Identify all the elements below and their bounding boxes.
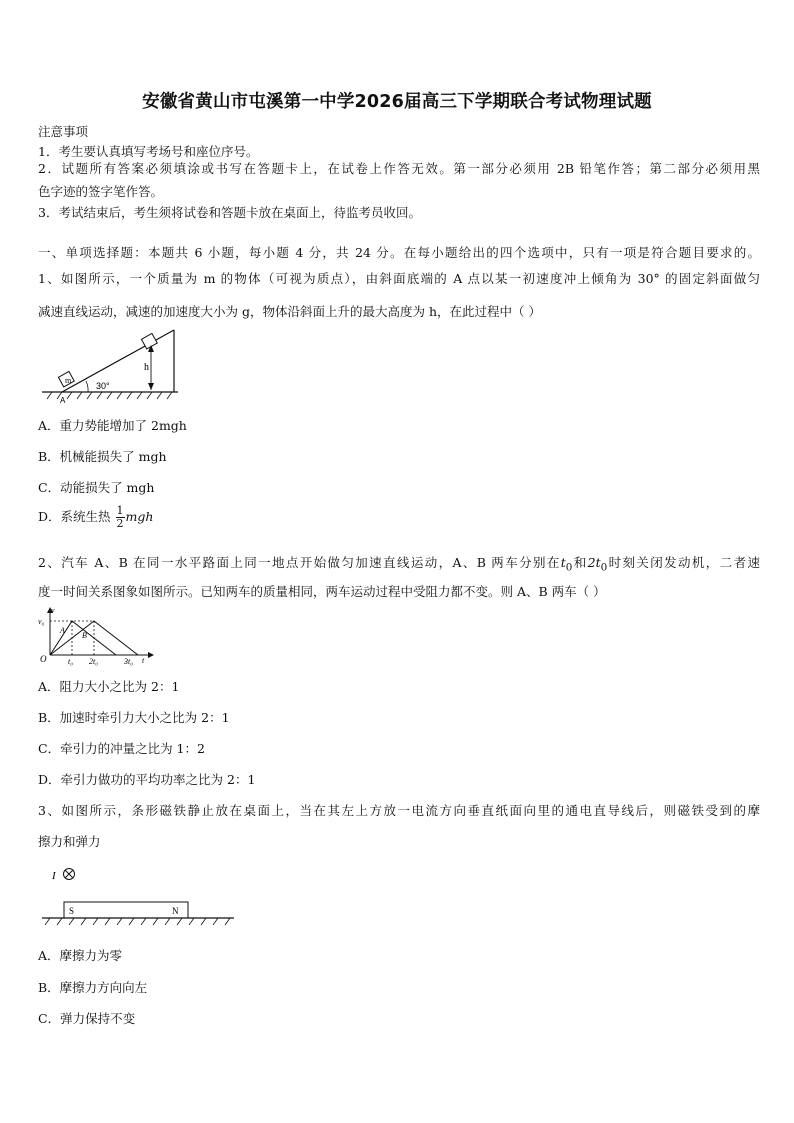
q1-height-label: h xyxy=(144,362,149,373)
q3-s-pole-label: S xyxy=(69,906,75,916)
notice-item: 1．考生要认真填写考场号和座位序号。 xyxy=(38,144,259,159)
q3-current-label: I xyxy=(52,870,56,882)
q1-option-b: B．机械能损失了 mgh xyxy=(38,449,167,464)
notice-item: 2．试题所有答案必须填涂或书写在答题卡上，在试卷上作答无效。第一部分必须用 2B 铅笔作答；第二部分必须用黑 xyxy=(38,161,760,176)
q1-option-d-prefix: D．系统生热 xyxy=(38,509,111,524)
q2-t0: t xyxy=(560,555,566,570)
q2-t-axis-label: t xyxy=(142,656,145,665)
question-3-text: 3、如图所示，条形磁铁静止放在桌面上，当在其左上方放一电流方向垂直纸面向里的通电直导线后，则磁铁受到的摩 xyxy=(38,803,760,818)
q1-angle-label: 30° xyxy=(96,381,110,391)
q2-option-d: D．牵引力做功的平均功率之比为 2：1 xyxy=(38,772,256,787)
q1-option-a: A．重力势能增加了 2mgh xyxy=(38,418,187,433)
q3-option-b: B．摩擦力方向向左 xyxy=(38,980,148,995)
q2-option-b: B．加速时牵引力大小之比为 2：1 xyxy=(38,710,230,725)
q2-text-part: 和 xyxy=(572,555,588,570)
q3-n-pole-label: N xyxy=(172,906,179,916)
q2-v0-label: v₀ xyxy=(38,617,45,626)
fraction-denominator: 2 xyxy=(116,517,124,530)
q2-2t0-sub: 0 xyxy=(600,561,608,574)
q2-v-axis-label: v xyxy=(51,606,55,615)
q2-text-part: 2、汽车 A、B 在同一水平路面上同一地点开始做匀加速直线运动，A、B 两车分别在 xyxy=(38,555,561,570)
fraction-numerator: 1 xyxy=(116,504,124,517)
current-into-page-icon xyxy=(64,869,75,880)
q1-point-label: A xyxy=(60,396,66,404)
q2-2t0: 2t xyxy=(587,555,601,570)
question-3-text: 擦力和弹力 xyxy=(38,834,101,849)
question-1-text: 1、如图所示，一个质量为 m 的物体（可视为质点），由斜面底端的 A 点以某一初速度冲上倾角为 30° 的固定斜面做匀 xyxy=(38,271,760,286)
q2-t0-sub: 0 xyxy=(565,561,573,574)
q2-option-a: A．阻力大小之比为 2：1 xyxy=(38,679,180,694)
page-title: 安徽省黄山市屯溪第一中学2026届高三下学期联合考试物理试题 xyxy=(142,92,652,112)
q2-text-part: 时刻关闭发动机，二者速 xyxy=(607,555,760,570)
q2-t3-label: 3t₀ xyxy=(124,657,134,666)
q2-line-b-label: B xyxy=(82,631,87,640)
q1-option-d xyxy=(38,505,153,530)
section-heading: 一、单项选择题：本题共 6 小题，每小题 4 分，共 24 分。在每小题给出的四个选项中，只有一项是符合题目要求的。 xyxy=(38,245,760,260)
q2-origin-label: O xyxy=(40,654,47,664)
q1-mass-label: m xyxy=(65,376,72,385)
q2-vt-graph xyxy=(38,605,156,667)
question-1-text: 减速直线运动，减速的加速度大小为 g，物体沿斜面上升的最大高度为 h，在此过程中（ ） xyxy=(38,304,541,319)
q1-incline-figure xyxy=(38,328,198,404)
fraction xyxy=(116,505,125,530)
q1-option-d-suffix: mgh xyxy=(125,509,154,524)
q3-magnet-figure xyxy=(38,862,238,934)
notice-item: 3．考试结束后，考生须将试卷和答题卡放在桌面上，待监考员收回。 xyxy=(38,205,421,220)
q2-line-a-label: A xyxy=(60,626,65,635)
notice-heading: 注意事项 xyxy=(38,124,89,139)
q2-t1-label: t₀ xyxy=(68,657,74,666)
question-2-text xyxy=(38,552,760,579)
q2-t2-label: 2t₀ xyxy=(89,657,99,666)
notice-item: 色字迹的签字笔作答。 xyxy=(38,184,164,199)
q3-option-c: C．弹力保持不变 xyxy=(38,1011,136,1026)
q1-option-c: C．动能损失了 mgh xyxy=(38,480,155,495)
q2-option-c: C．牵引力的冲量之比为 1：2 xyxy=(38,741,205,756)
q3-option-a: A．摩擦力为零 xyxy=(38,948,123,963)
question-2-text: 度一时间关系图象如图所示。已知两车的质量相同，两车运动过程中受阻力都不变。则 A、B 两车（ ） xyxy=(38,584,606,599)
